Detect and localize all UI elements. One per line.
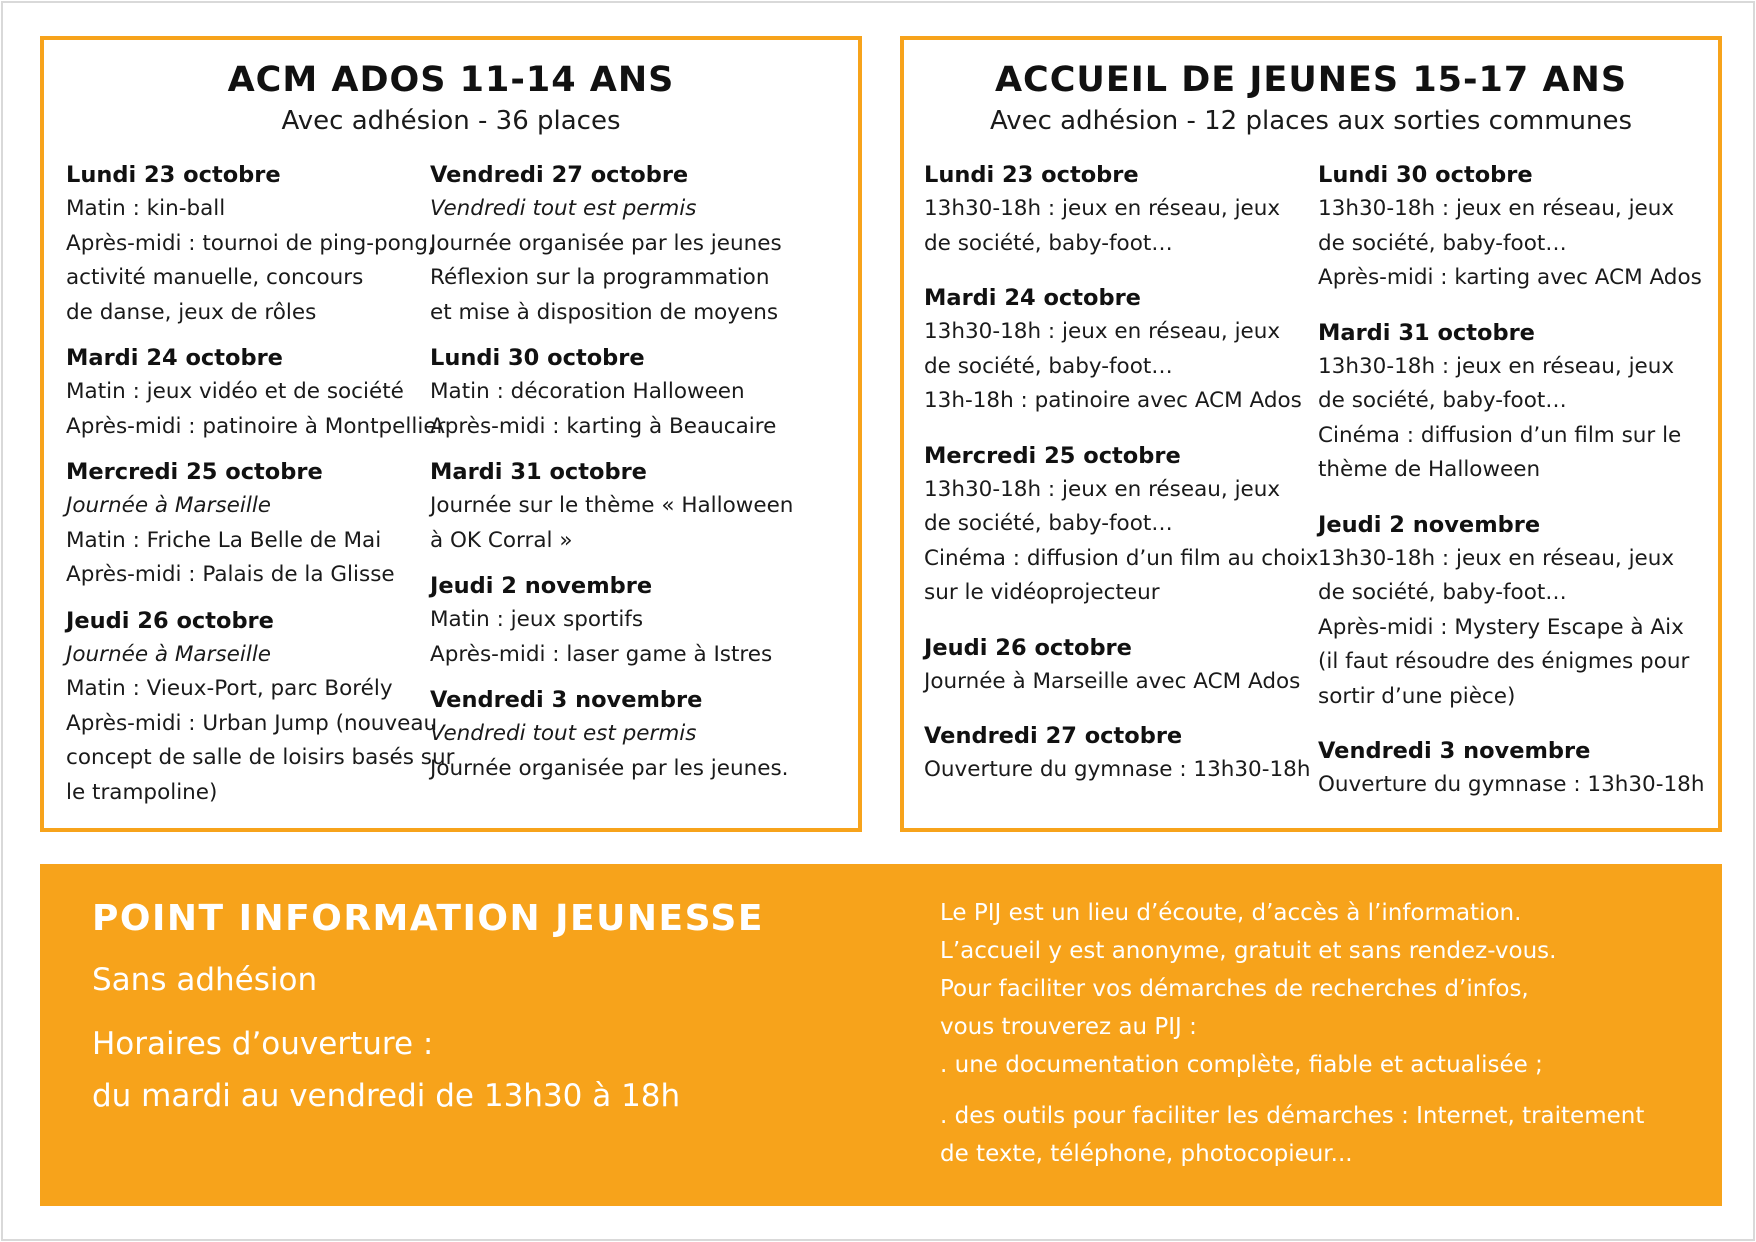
pij-sans-adhesion: Sans adhésion bbox=[92, 962, 318, 998]
schedule-day: Jeudi 2 novembre bbox=[1318, 511, 1541, 538]
schedule-day: Vendredi 27 octobre bbox=[924, 723, 1183, 749]
schedule-entry bbox=[1318, 158, 1704, 296]
schedule-day: Mardi 31 octobre bbox=[1318, 319, 1535, 346]
schedule-line: le trampoline) bbox=[66, 779, 218, 805]
schedule-line: sortir d’une pièce) bbox=[1318, 683, 1516, 709]
accueil-jeunes-title: ACCUEIL DE JEUNES 15-17 ANS bbox=[994, 60, 1628, 100]
schedule-entry bbox=[66, 604, 454, 811]
schedule-line: 13h30-18h : jeux en réseau, jeux bbox=[924, 476, 1281, 502]
acm-ados-title: ACM ADOS 11-14 ANS bbox=[227, 60, 675, 100]
schedule-entry bbox=[924, 719, 1319, 788]
schedule-day: Lundi 23 octobre bbox=[66, 162, 281, 188]
schedule-line: de société, baby-foot… bbox=[1318, 388, 1567, 413]
pij-block2 bbox=[940, 1097, 1700, 1173]
schedule-line: Après-midi : patinoire à Montpellier bbox=[66, 413, 446, 439]
schedule-line: thème de Halloween bbox=[1318, 457, 1541, 482]
schedule-line: Après-midi : laser game à Istres bbox=[430, 641, 773, 667]
schedule-line: sur le vidéoprojecteur bbox=[924, 580, 1160, 605]
schedule-entry bbox=[66, 455, 454, 593]
schedule-line: Ouverture du gymnase : 13h30-18h bbox=[1318, 772, 1705, 797]
schedule-line: Ouverture du gymnase : 13h30-18h bbox=[924, 757, 1311, 782]
schedule-line: de société, baby-foot… bbox=[1318, 580, 1567, 605]
schedule-entry bbox=[1318, 316, 1704, 488]
schedule-line: Cinéma : diffusion d’un film sur le bbox=[1318, 422, 1682, 448]
pij-text-line: Le PIJ est un lieu d’écoute, d’accès à l’information. bbox=[940, 900, 1522, 926]
schedule-line: Après-midi : tournoi de ping-pong, bbox=[66, 230, 435, 256]
schedule-line: Réflexion sur la programmation bbox=[430, 265, 770, 290]
schedule-day: Jeudi 26 octobre bbox=[924, 634, 1132, 661]
schedule-entry bbox=[924, 158, 1319, 261]
schedule-line: Journée organisée par les jeunes bbox=[430, 230, 782, 256]
schedule-entry bbox=[430, 569, 793, 672]
schedule-day: Lundi 23 octobre bbox=[924, 162, 1139, 188]
acm-ados-subtitle: Avec adhésion - 36 places bbox=[281, 106, 621, 136]
schedule-line: Matin : kin-ball bbox=[66, 196, 226, 221]
schedule-entry bbox=[66, 158, 454, 330]
pij-hours: du mardi au vendredi de 13h30 à 18h bbox=[92, 1078, 681, 1114]
pij-description bbox=[940, 894, 1700, 1173]
schedule-entry bbox=[1318, 508, 1704, 715]
schedule-line: Après-midi : Palais de la Glisse bbox=[66, 562, 395, 587]
pij-text-line: de texte, téléphone, photocopieur... bbox=[940, 1141, 1353, 1167]
schedule-day: Lundi 30 octobre bbox=[430, 345, 645, 371]
schedule-line: Journée organisée par les jeunes. bbox=[430, 755, 789, 781]
schedule-line: Après-midi : karting à Beaucaire bbox=[430, 413, 777, 439]
schedule-day: Vendredi 3 novembre bbox=[430, 687, 703, 713]
accueil-jeunes-box bbox=[900, 36, 1722, 832]
schedule-day: Mercredi 25 octobre bbox=[66, 459, 323, 485]
pij-text-line: . une documentation complète, fiable et actualisée ; bbox=[940, 1052, 1543, 1078]
accueil-jeunes-subtitle: Avec adhésion - 12 places aux sorties communes bbox=[989, 106, 1633, 136]
schedule-day: Mardi 31 octobre bbox=[430, 459, 647, 485]
schedule-line: Matin : jeux vidéo et de société bbox=[66, 379, 404, 404]
pij-text-line: . des outils pour faciliter les démarches : Internet, traitement bbox=[940, 1103, 1645, 1129]
pij-text-line: vous trouverez au PIJ : bbox=[940, 1014, 1197, 1040]
pij-title: POINT INFORMATION JEUNESSE bbox=[92, 898, 764, 939]
schedule-line: 13h30-18h : jeux en réseau, jeux bbox=[924, 319, 1281, 344]
schedule-line: Après-midi : Mystery Escape à Aix bbox=[1318, 614, 1684, 640]
schedule-day: Jeudi 26 octobre bbox=[66, 607, 274, 634]
schedule-line: Matin : jeux sportifs bbox=[430, 607, 644, 632]
schedule-day: Vendredi 27 octobre bbox=[430, 162, 689, 188]
schedule-line: 13h30-18h : jeux en réseau, jeux bbox=[1318, 545, 1675, 571]
schedule-line: et mise à disposition de moyens bbox=[430, 299, 779, 325]
schedule-line: Matin : décoration Halloween bbox=[430, 379, 745, 404]
schedule-line: Journée à Marseille bbox=[66, 641, 272, 667]
schedule-line: Après-midi : Urban Jump (nouveau bbox=[66, 710, 438, 736]
acm-ados-col2 bbox=[430, 158, 793, 786]
schedule-entry bbox=[430, 158, 793, 330]
schedule-day: Vendredi 3 novembre bbox=[1318, 738, 1591, 764]
schedule-line: Vendredi tout est permis bbox=[430, 196, 697, 221]
schedule-line: 13h30-18h : jeux en réseau, jeux bbox=[1318, 196, 1675, 221]
schedule-day: Mardi 24 octobre bbox=[924, 285, 1141, 311]
schedule-day: Mercredi 25 octobre bbox=[924, 442, 1181, 469]
schedule-entry bbox=[430, 683, 793, 786]
pij-block1 bbox=[940, 894, 1700, 1084]
schedule-line: Matin : Friche La Belle de Mai bbox=[66, 527, 382, 553]
accueil-jeunes-col1 bbox=[924, 158, 1319, 788]
schedule-entry bbox=[1318, 734, 1704, 803]
accueil-jeunes-col2 bbox=[1318, 158, 1704, 803]
schedule-day: Jeudi 2 novembre bbox=[430, 573, 653, 599]
schedule-line: (il faut résoudre des énigmes pour bbox=[1318, 649, 1690, 674]
acm-ados-col1 bbox=[66, 158, 454, 810]
schedule-line: de danse, jeux de rôles bbox=[66, 299, 317, 325]
schedule-line: Après-midi : karting avec ACM Ados bbox=[1318, 265, 1702, 290]
schedule-entry bbox=[924, 281, 1319, 419]
schedule-line: de société, baby-foot… bbox=[924, 353, 1173, 379]
schedule-entry bbox=[430, 341, 793, 444]
pij-hours-label: Horaires d’ouverture : bbox=[92, 1026, 434, 1062]
schedule-line: concept de salle de loisirs basés sur bbox=[66, 745, 455, 770]
schedule-entry bbox=[66, 341, 454, 444]
schedule-entry bbox=[430, 455, 793, 558]
pij-band bbox=[40, 864, 1722, 1206]
schedule-line: de société, baby-foot… bbox=[1318, 230, 1567, 256]
schedule-line: à OK Corral » bbox=[430, 527, 573, 553]
schedule-line: 13h30-18h : jeux en réseau, jeux bbox=[924, 196, 1281, 221]
schedule-line: de société, baby-foot… bbox=[924, 230, 1173, 256]
schedule-line: activité manuelle, concours bbox=[66, 265, 364, 290]
schedule-line: Journée à Marseille bbox=[66, 493, 272, 518]
schedule-line: 13h-18h : patinoire avec ACM Ados bbox=[924, 388, 1302, 413]
acm-ados-box bbox=[40, 36, 862, 832]
schedule-entry bbox=[924, 439, 1319, 611]
schedule-line: Journée sur le thème « Halloween bbox=[430, 493, 794, 518]
schedule-day: Mardi 24 octobre bbox=[66, 345, 283, 371]
schedule-entry bbox=[924, 631, 1319, 700]
schedule-line: Cinéma : diffusion d’un film au choix bbox=[924, 545, 1319, 571]
schedule-line: Matin : Vieux-Port, parc Borély bbox=[66, 676, 393, 701]
schedule-line: Vendredi tout est permis bbox=[430, 721, 697, 746]
schedule-line: 13h30-18h : jeux en réseau, jeux bbox=[1318, 353, 1675, 379]
schedule-line: Journée à Marseille avec ACM Ados bbox=[924, 668, 1301, 694]
schedule-day: Lundi 30 octobre bbox=[1318, 162, 1533, 188]
pij-text-line: L’accueil y est anonyme, gratuit et sans rendez-vous. bbox=[940, 938, 1557, 964]
schedule-line: de société, baby-foot… bbox=[924, 511, 1173, 536]
pij-text-line: Pour faciliter vos démarches de recherches d’infos, bbox=[940, 976, 1529, 1002]
